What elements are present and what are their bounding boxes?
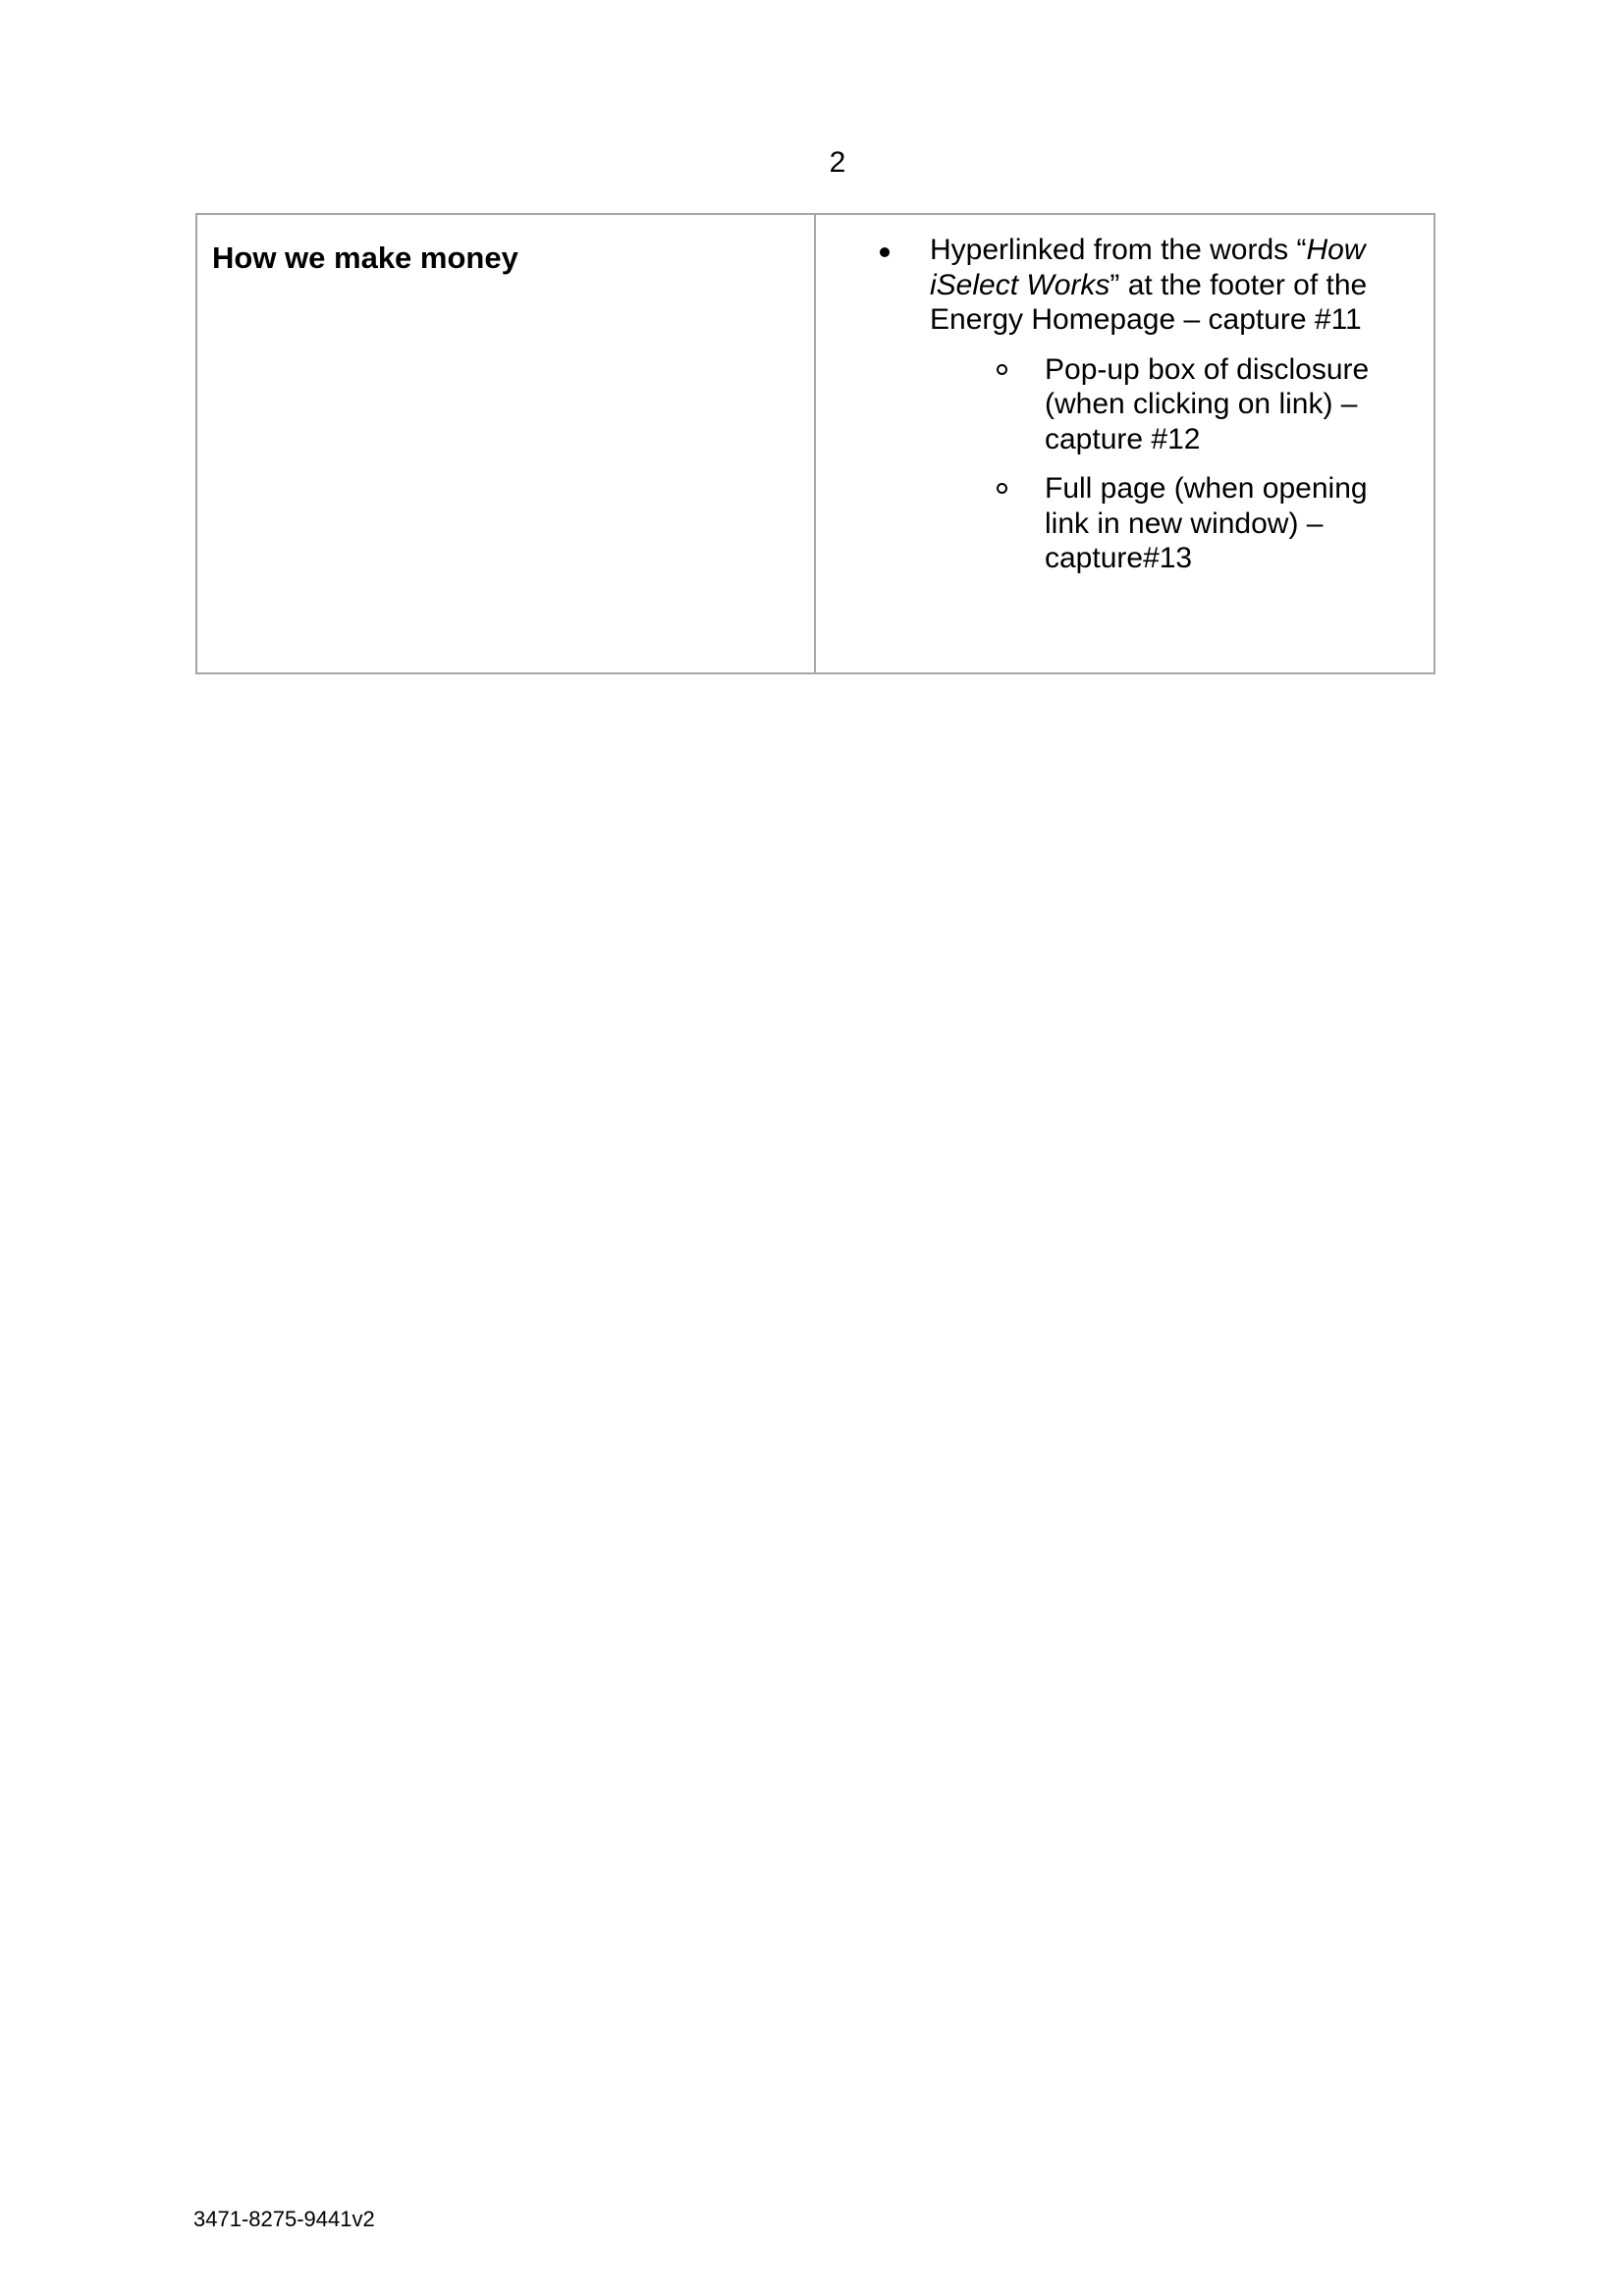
sub-bullet-item (1045, 352, 1404, 457)
hollow-circle-bullet-icon (997, 364, 1007, 375)
content-table (195, 213, 1435, 674)
hollow-circle-bullet-icon (997, 483, 1007, 494)
bullet-text-emphasis: How iSelect Works (930, 234, 1366, 301)
table-cell-details (816, 215, 1434, 672)
sub-bullet-text: Full page (when opening link in new window) – capture#13 (1045, 472, 1368, 574)
bullet-item (930, 233, 1404, 338)
bullet-text-prefix: Hyperlinked from the words “ (930, 234, 1307, 266)
page-number: 2 (829, 146, 846, 179)
table-cell-topic (197, 215, 816, 672)
bullet-dot-icon (880, 247, 890, 257)
sub-bullet-list (816, 352, 1404, 576)
row-heading: How we make money (212, 240, 518, 275)
bullet-text-suffix: ” at the footer of the Energy Homepage – capture #11 (930, 268, 1368, 336)
document-reference: 3471-8275-9441v2 (193, 2207, 375, 2231)
sub-bullet-item (1045, 471, 1404, 576)
sub-bullet-text: Pop-up box of disclosure (when clicking on link) – capture #12 (1045, 352, 1370, 455)
